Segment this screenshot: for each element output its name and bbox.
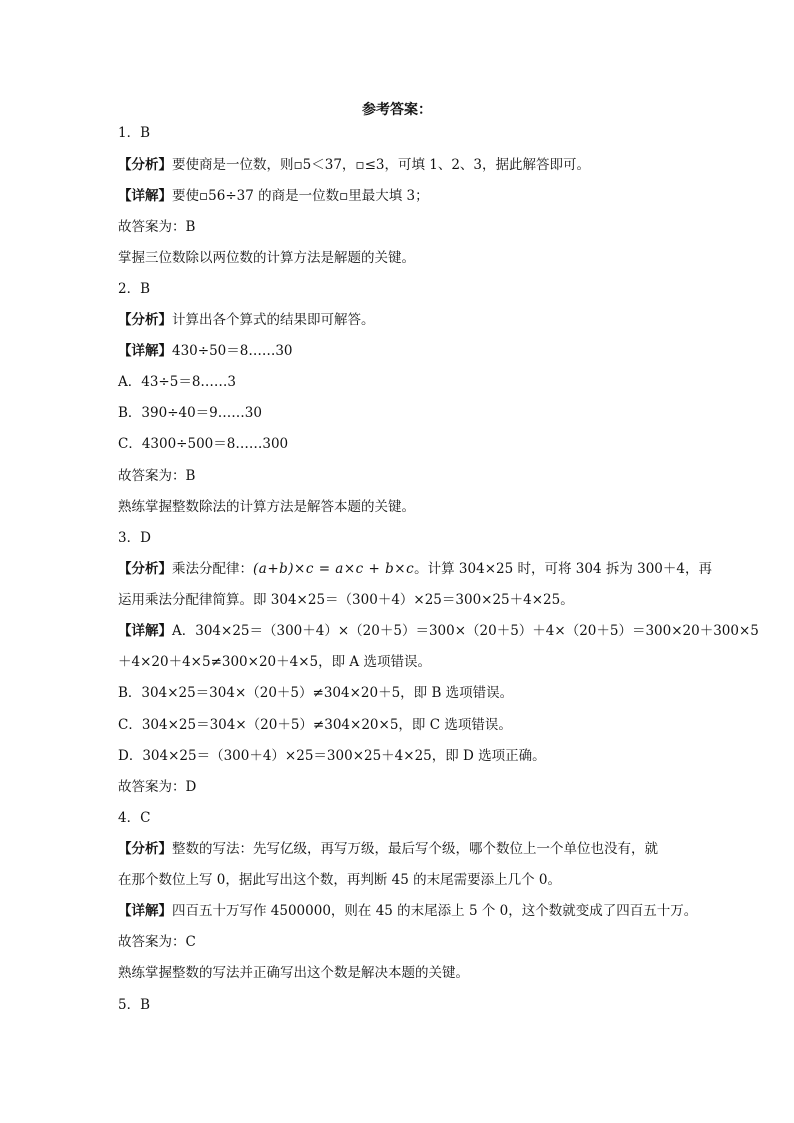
q4-answer: 故答案为：C (118, 934, 196, 950)
q1-answer: 故答案为：B (118, 219, 196, 235)
page-title: 参考答案： (362, 102, 432, 118)
q1-detail (118, 187, 684, 205)
analysis-tag: 【分析】 (118, 312, 172, 328)
q2-detail-text: 430÷50＝8……30 (172, 343, 293, 359)
analysis-tag: 【分析】 (118, 561, 172, 577)
detail-tag: 【详解】 (118, 623, 172, 639)
q4-note: 熟练掌握整数的写法并正确写出这个数是解决本题的关键。 (118, 965, 469, 981)
detail-tag: 【详解】 (118, 343, 172, 359)
q3-detail-line2: ＋4×20＋4×5≠300×20＋4×5，即 A 选项错误。 (118, 654, 431, 670)
q2-option-a: A．43÷5＝8……3 (118, 374, 237, 390)
q3-analysis-pre: 乘法分配律： (172, 561, 253, 577)
q3-option-c: C．304×25＝304×（20＋5）≠304×20×5，即 C 选项错误。 (118, 717, 512, 733)
q4-analysis (118, 840, 684, 858)
q3-detail (118, 622, 759, 640)
q3-detail-line1: A．304×25＝（300＋4）×（20＋5）＝300×（20＋5）＋4×（20＋5）＝300×20＋300×5 (172, 623, 759, 639)
q2-detail (118, 342, 684, 360)
analysis-tag: 【分析】 (118, 157, 172, 173)
q3-answer: 故答案为：D (118, 779, 197, 795)
q4-detail (118, 902, 698, 920)
q4-number: 4．C (118, 810, 151, 826)
q2-analysis (118, 311, 684, 329)
q3-analysis-post: 。计算 304×25 时，可将 304 拆为 300＋4，再 (414, 561, 712, 577)
q2-number: 2．B (118, 281, 151, 297)
q3-analysis-line2: 运用乘法分配律简算。即 304×25＝（300＋4）×25＝300×25＋4×25。 (118, 592, 574, 608)
q1-detail-text: 要使▫56÷37 的商是一位数▫里最大填 3； (172, 188, 429, 204)
q1-note: 掌握三位数除以两位数的计算方法是解题的关键。 (118, 250, 415, 266)
q3-analysis (118, 560, 712, 578)
q2-option-b: B．390÷40＝9……30 (118, 405, 262, 421)
q2-analysis-text: 计算出各个算式的结果即可解答。 (172, 312, 375, 328)
q4-detail-text: 四百五十万写作 4500000，则在 45 的末尾添上 5 个 0，这个数就变成了四百五十万。 (172, 903, 698, 919)
detail-tag: 【详解】 (118, 903, 172, 919)
q2-note: 熟练掌握整数除法的计算方法是解答本题的关键。 (118, 499, 415, 515)
distributive-formula: (a+b)×c = a×c + b×c (253, 561, 415, 577)
q3-option-b: B．304×25＝304×（20＋5）≠304×20＋5，即 B 选项错误。 (118, 685, 514, 701)
q4-analysis-line1: 整数的写法：先写亿级，再写万级，最后写个级，哪个数位上一个单位也没有，就 (172, 841, 658, 857)
q2-answer: 故答案为：B (118, 468, 196, 484)
q1-analysis (118, 156, 684, 174)
q3-number: 3．D (118, 530, 151, 546)
q1-number: 1．B (118, 125, 151, 141)
analysis-tag: 【分析】 (118, 841, 172, 857)
q4-analysis-line2: 在那个数位上写 0，据此写出这个数，再判断 45 的末尾需要添上几个 0。 (118, 872, 562, 888)
q2-option-c: C．4300÷500＝8……300 (118, 436, 289, 452)
q5-number: 5．B (118, 997, 151, 1013)
q3-option-d: D．304×25＝（300＋4）×25＝300×25＋4×25，即 D 选项正确。 (118, 748, 546, 764)
q1-analysis-text: 要使商是一位数，则▫5＜37，▫≤3，可填 1、2、3，据此解答即可。 (172, 157, 591, 173)
detail-tag: 【详解】 (118, 188, 172, 204)
